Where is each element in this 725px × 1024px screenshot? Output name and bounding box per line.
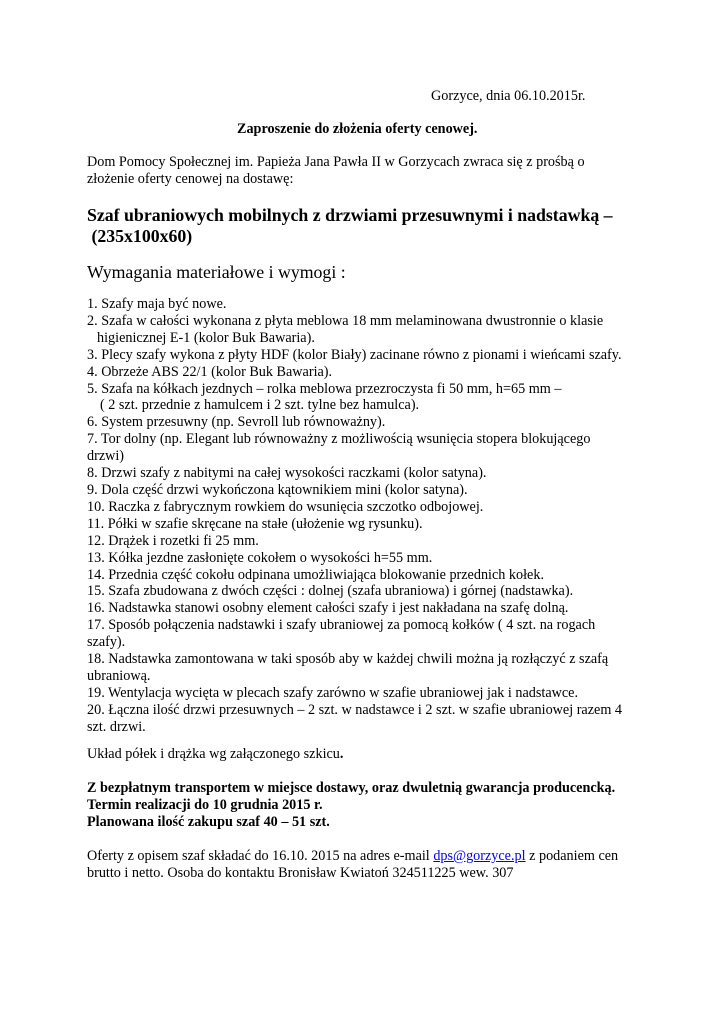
intro-line-1: Dom Pomocy Społecznej im. Papieża Jana Pawła II w Gorzycach zwraca się z prośbą o: [87, 154, 585, 170]
list-item: 19. Wentylacja wycięta w plecach szafy zarówno w szafie ubraniowej jak i nadstawce.: [87, 684, 579, 701]
layout-note-text: Układ półek i drążka wg załączonego szkicu: [87, 746, 340, 762]
contact-suffix: z podaniem cen: [525, 848, 619, 864]
list-item: 1. Szafy maja być nowe.: [87, 296, 227, 312]
list-item: 16. Nadstawka stanowi osobny element całości szafy i jest nakładana na szafę dolną.: [87, 600, 569, 617]
list-item: 7. Tor dolny (np. Elegant lub równoważny z możliwością wsunięcia stopera blokującego: [87, 431, 591, 448]
list-item: szafy).: [87, 634, 126, 651]
list-item: 2. Szafa w całości wykonana z płyta meblowa 18 mm melaminowana dwustronnie o klasie: [87, 312, 604, 329]
contact-line-1: [87, 848, 618, 865]
title-line-2: [87, 226, 192, 247]
title-dimensions: (235x100x60): [91, 226, 193, 246]
deadline-note: Termin realizacji do 10 grudnia 2015 r.: [87, 797, 323, 813]
document-subject: Zaproszenie do złożenia oferty cenowej.: [237, 121, 478, 137]
list-item: 14. Przednia część cokołu odpinana umożliwiająca blokowanie przednich kołek.: [87, 566, 544, 583]
list-item: 13. Kółka jezdne zasłonięte cokołem o wysokości h=55 mm.: [87, 549, 433, 566]
list-item: 15. Szafa zbudowana z dwóch części : dolnej (szafa ubraniowa) i górnej (nadstawka).: [87, 583, 574, 600]
contact-line-2: brutto i netto. Osoba do kontaktu Bronisław Kwiatoń 324511225 wew. 307: [87, 865, 514, 881]
layout-note-period: .: [339, 746, 344, 762]
list-item: 9. Dola część drzwi wykończona kątownikiem mini (kolor satyna).: [87, 481, 468, 498]
list-item: szt. drzwi.: [87, 718, 146, 735]
list-item: drzwi): [87, 448, 125, 465]
email-link[interactable]: dps@gorzyce.pl: [433, 848, 526, 864]
list-item: ( 2 szt. przednie z hamulcem i 2 szt. tylne bez hamulca).: [100, 397, 420, 414]
title-line-1: Szaf ubraniowych mobilnych z drzwiami przesuwnymi i nadstawką –: [87, 205, 613, 225]
list-item: 8. Drzwi szafy z nabitymi na całej wysokości raczkami (kolor satyna).: [87, 465, 487, 482]
list-item: 3. Plecy szafy wykona z płyty HDF (kolor Biały) zacinane równo z pionami i wieńcami szafy.: [87, 346, 622, 363]
list-item: ubraniową.: [87, 667, 151, 684]
document-date: Gorzyce, dnia 06.10.2015r.: [431, 88, 586, 104]
list-item: 4. Obrzeże ABS 22/1 (kolor Buk Bawaria).: [87, 363, 333, 380]
list-item: 18. Nadstawka zamontowana w taki sposób aby w każdej chwili można ją rozłączyć z szafą: [87, 651, 609, 668]
list-item: 20. Łączna ilość drzwi przesuwnych – 2 szt. w nadstawce i 2 szt. w szafie ubraniowej razem 4: [87, 701, 622, 718]
list-item: 12. Drążek i rozetki fi 25 mm.: [87, 532, 259, 549]
requirements-heading: Wymagania materiałowe i wymogi :: [87, 262, 346, 282]
layout-note: [87, 746, 343, 763]
list-item: 6. System przesuwny (np. Sevroll lub równoważny).: [87, 414, 386, 431]
list-item: 17. Sposób połączenia nadstawki i szafy ubraniowej za pomocą kołków ( 4 szt. na rogach: [87, 617, 596, 634]
list-item: higienicznej E-1 (kolor Buk Bawaria).: [97, 329, 315, 346]
transport-warranty-note: Z bezpłatnym transportem w miejsce dostawy, oraz dwuletnią gwarancja producencką.: [87, 780, 616, 796]
requirements-list: [87, 296, 647, 736]
intro-line-2: złożenie oferty cenowej na dostawę:: [87, 171, 294, 187]
list-item: 10. Raczka z fabrycznym rowkiem do wsunięcia szczotko odbojowej.: [87, 498, 484, 515]
contact-prefix: Oferty z opisem szaf składać do 16.10. 2015 na adres e-mail: [87, 848, 434, 864]
quantity-note: Planowana ilość zakupu szaf 40 – 51 szt.: [87, 814, 330, 830]
list-item: 5. Szafa na kółkach jezdnych – rolka meblowa przezroczysta fi 50 mm, h=65 mm –: [87, 380, 562, 397]
list-item: 11. Półki w szafie skręcane na stałe (ułożenie wg rysunku).: [87, 515, 423, 532]
